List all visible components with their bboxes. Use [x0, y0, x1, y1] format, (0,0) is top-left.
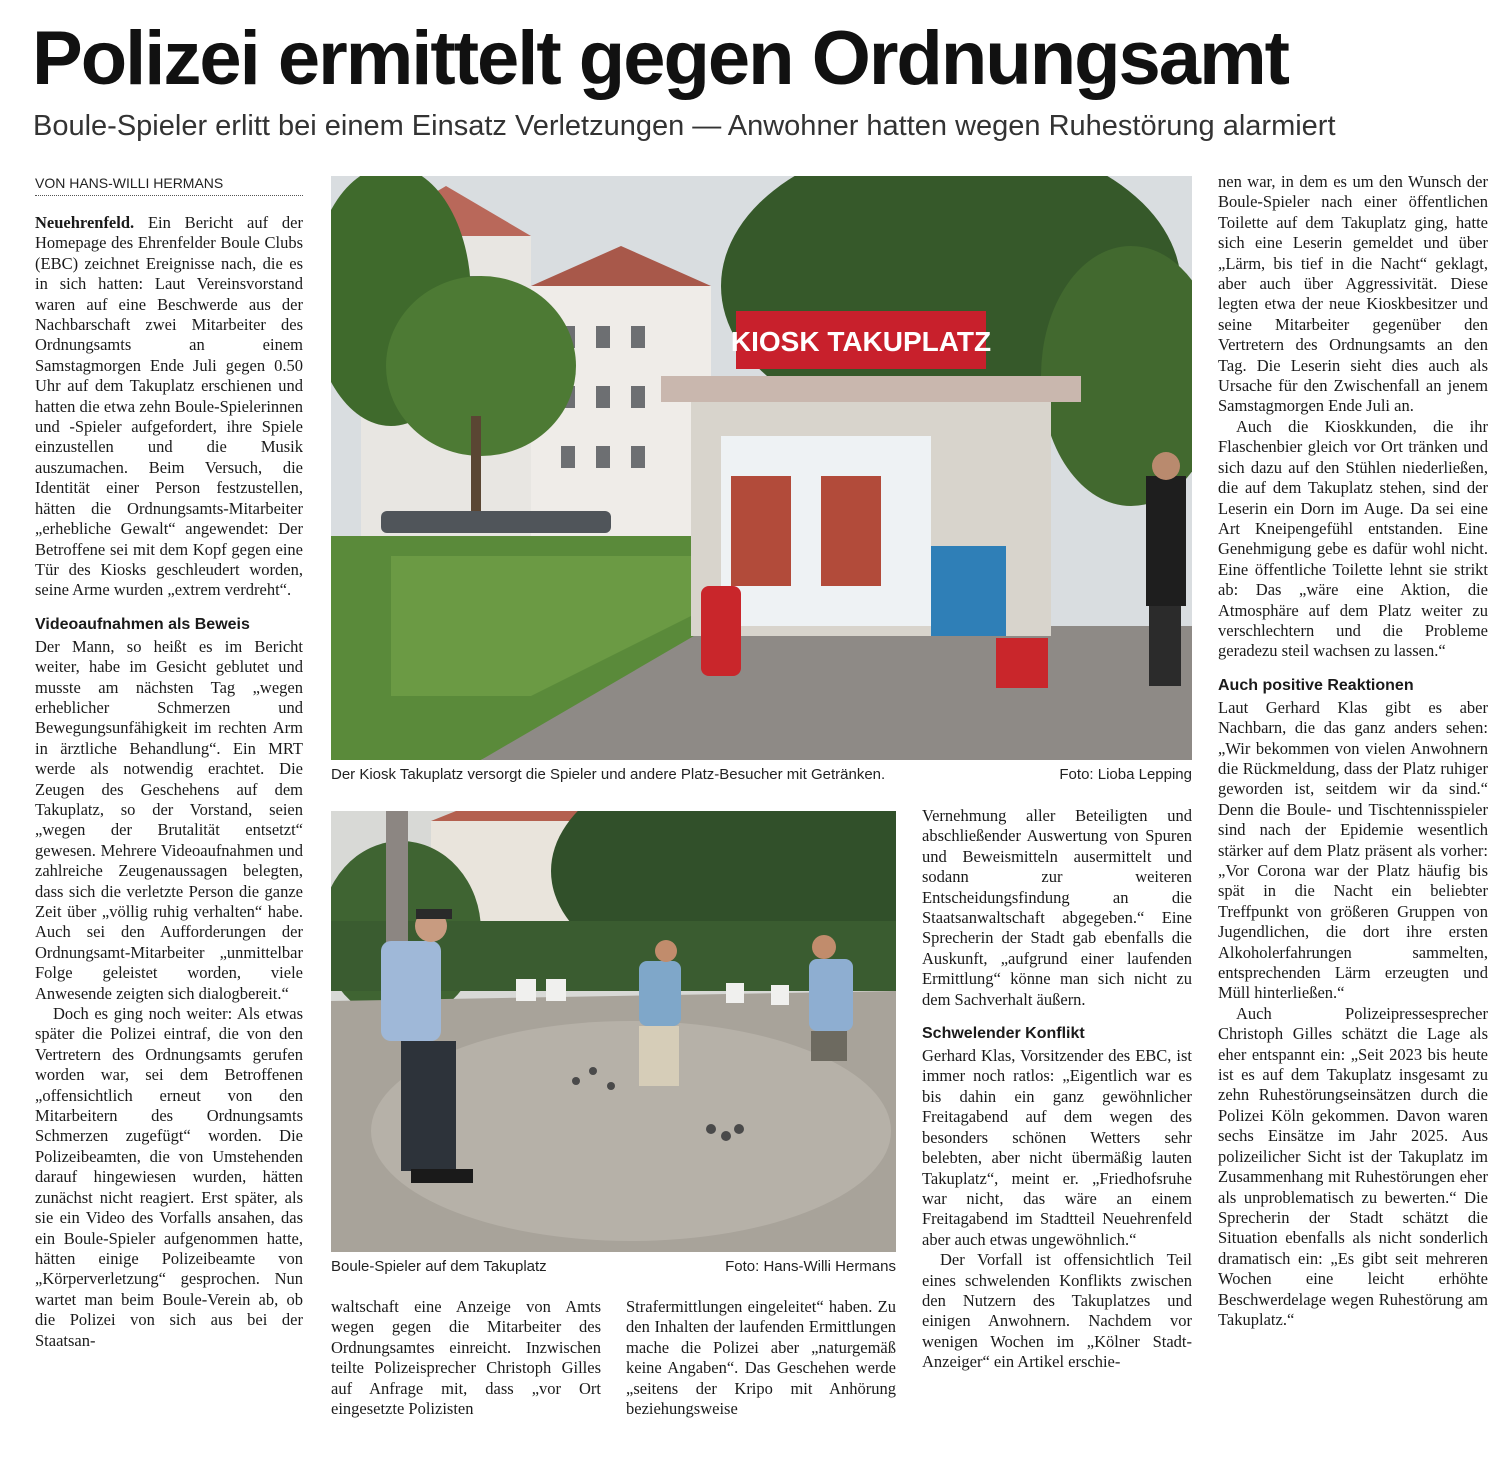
subheading: Auch positive Reaktionen: [1218, 676, 1414, 694]
column-5: [1218, 172, 1488, 1456]
byline: VON HANS-WILLI HERMANS: [35, 175, 303, 196]
boule-photo-image: [331, 811, 896, 1252]
paragraph: Doch es ging noch weiter: Als etwas später die Polizei eintraf, die von den Vertretern des Ordnungsamts gerufen worden war, sei dem Betroffenen „offensichtlich erneut von den Mitarbeitern des Ordnungsamts Schmerzen zugefügt“ worden. Die Polizeibeamten, die von Umstehenden darauf hingewiesen wurden, hätten zunächst nicht reagiert. Erst später, als sie ein Video des Vorfalls ansahen, das ein Boule-Spieler aufgenommen hatte, hätten einige Polizeibeamte von „Körperverletzung“ gesprochen. Nun wartet man beim Boule-Verein ab, ob die Polizei von sich aus bei der Staatsan-: [35, 1004, 303, 1350]
kiosk-photo: [331, 176, 1192, 760]
paragraph: Gerhard Klas, Vorsitzender des EBC, ist immer noch ratlos: „Eigentlich war es bis dahin ein ganz gewöhnlicher Freitagabend auf dem wegen des besonders schönen Wetters sehr belebten, aber nicht übermäßig lauten Takuplatz“, meint er. „Friedhofsruhe war nicht, das wäre an einem Freitagabend im Stadtteil Neuehrenfeld aber auch etwas ungewöhnlich.“: [922, 1046, 1192, 1249]
paragraph: Auch die Kioskkunden, die ihr Flaschenbier gleich vor Ort tränken und sich dazu auf den Stühlen niederließen, die auf dem Takuplatz stehen, sind der Leserin ein Dorn im Auge. Da sei eine Art Kneipengefühl entstanden. Eine Genehmigung gebe es dafür wohl nicht. Eine öffentliche Toilette lehnt sie strikt ab: Das „wäre eine Aktion, die Atmosphäre auf dem Platz weiter zu verschlechtern und die Probleme geradezu steil wachsen zu lassen.“: [1218, 416, 1488, 661]
paragraph: Strafermittlungen eingeleitet“ haben. Zu den Inhalten der laufenden Ermittlungen mache die Polizei aber „naturgemäß keine Angaben“. Das Geschehen werde „seitens der Kripo mit Anhörung beziehungsweise: [626, 1297, 896, 1419]
photo-credit: Foto: Lioba Lepping: [1059, 766, 1192, 783]
column-1: [35, 213, 303, 1453]
column-4: [922, 806, 1192, 1456]
paragraph: waltschaft eine Anzeige von Amts wegen gegen die Mitarbeiter des Ordnungsamtes einreicht. Inzwischen teilte Polizeisprecher Christoph Gilles auf Anfrage mit, dass „vor Ort eingesetzte Polizisten: [331, 1297, 601, 1419]
boule-photo: [331, 811, 896, 1252]
paragraph: Der Mann, so heißt es im Bericht weiter, habe im Gesicht geblutet und musste am nächsten Tag „wegen erheblicher Schmerzen und Bewegungsunfähigkeit im rechten Arm in ärztliche Behandlung“. Ein MRT werde als notwendig erachtet. Die Zeugen des Geschehens auf dem Takuplatz, so der Vorstand, seien „wegen der Brutalität entsetzt“ gewesen. Mehrere Videoaufnahmen und zahlreiche Zeugenaussagen belegten, dass sich die verletzte Person die ganze Zeit über „völlig ruhig verhalten“ habe. Auch sei den Aufforderungen der Ordnungsamt-Mitarbeiter „unmittelbar Folge geleistet worden, viele Anwesende zeigten sich dialogbereit.“: [35, 636, 303, 1003]
kiosk-photo-image: [331, 176, 1192, 760]
paragraph: Auch Polizeipressesprecher Christoph Gilles schätzt die Lage als eher entspannt ein: „Seit 2023 bis heute ist es auf dem Takuplatz insgesamt zu zehn Ruhestörungseinsätzen durch die Polizei Köln gekommen. Davon waren sechs Einsätze im Jahr 2025. Aus polizeilicher Sicht ist der Takuplatz im Zusammenhang mit Ruhestörungen eher als unproblematisch zu bewerten.“ Die Sprecherin der Stadt schätzt die Situation ebenfalls als nicht sonderlich dramatisch ein: „Es gibt seit mehreren Wochen eine leicht erhöhte Beschwerdelage wegen Ruhestörung am Takuplatz.“: [1218, 1003, 1488, 1329]
kiosk-sign-text: KIOSK TAKUPLATZ: [730, 326, 992, 357]
paragraph: Vernehmung aller Beteiligten und abschließender Auswertung von Spuren und Beweismitteln ausermittelt und sodann zur weiteren Entscheidungsfindung an die Staatsanwaltschaft abgegeben.“ Eine Sprecherin der Stadt gab ebenfalls die Auskunft, „aufgrund einer laufenden Ermittlung“ könne man sich nicht zu dem Sachverhalt äußern.: [922, 806, 1192, 1009]
subheadline: Boule-Spieler erlitt bei einem Einsatz Verletzungen — Anwohner hatten wegen Ruhestörung alarmiert: [33, 110, 1336, 142]
column-2: [331, 1297, 601, 1457]
subheading: Videoaufnahmen als Beweis: [35, 615, 250, 633]
boule-photo-caption: [331, 1258, 896, 1276]
caption-text: Boule-Spieler auf dem Takuplatz: [331, 1258, 547, 1275]
headline: Polizei ermittelt gegen Ordnungsamt: [32, 16, 1288, 101]
dateline: Neuehrenfeld.: [35, 213, 135, 232]
paragraph: nen war, in dem es um den Wunsch der Boule-Spieler nach einer öffentlichen Toilette auf dem Takuplatz ging, hatte sich eine Leserin gemeldet und über „Lärm, bis tief in die Nacht“ geklagt, aber auch über Aggressivität. Diese legten etwa der neue Kioskbesitzer und seine Mitarbeiter gegenüber den Vertretern des Ordnungsamts an den Tag. Die Leserin sieht dies auch als Ursache für den Zwischenfall an jenem Samstagmorgen Ende Juli an.: [1218, 172, 1488, 416]
paragraph-text: Ein Bericht auf der Homepage des Ehrenfelder Boule Clubs (EBC) zeichnet Ereignisse nach, die es in sich hatten: Laut Vereinsvorstand waren auf eine Beschwerde aus der Nachbarschaft zwei Mitarbeiter des Ordnungsamts an einem Samstagmorgen Ende Juli gegen 0.50 Uhr auf dem Takuplatz erschienen und hatten die etwa zehn Boule-Spielerinnen und -Spieler aufgefordert, ihre Spiele einzustellen und die Musik auszumachen. Beim Versuch, die Identität einer Person festzustellen, hätten die Ordnungsamts-Mitarbeiter „erhebliche Gewalt“ angewendet: Der Betroffene sei mit dem Kopf gegen eine Tür des Kiosks geschleudert worden, seine Arme wurden „extrem verdreht“.: [35, 213, 303, 600]
kiosk-photo-caption: [331, 766, 1192, 784]
paragraph: Der Vorfall ist offensichtlich Teil eines schwelenden Konflikts zwischen den Nutzern des Takuplatzes und einigen Anwohnern. Nachdem vor wenigen Wochen im „Kölner Stadt-Anzeiger“ ein Artikel erschie-: [922, 1250, 1192, 1372]
paragraph: Laut Gerhard Klas gibt es aber Nachbarn, die das ganz anders sehen: „Wir bekommen von vielen Anwohnern die Rückmeldung, dass der Platz ruhiger geworden ist, seitdem wir da sind.“ Denn die Boule- und Tischtennisspieler sind nach der Epidemie wesentlich stärker auf dem Platz präsent als vorher: „Vor Corona war der Platz häufig bis spät in die Nacht ein beliebter Treffpunkt von größeren Gruppen von Jugendlichen, die dort ihre ersten Alkoholerfahrungen sammelten, entsprechenden Lärm erzeugten und Müll hinterließen.“: [1218, 697, 1488, 1003]
subheading: Schwelender Konflikt: [922, 1025, 1085, 1043]
paragraph: [35, 213, 303, 601]
photo-credit: Foto: Hans-Willi Hermans: [725, 1258, 896, 1275]
caption-text: Der Kiosk Takuplatz versorgt die Spieler und andere Platz-Besucher mit Getränken.: [331, 766, 886, 783]
column-3: [626, 1297, 896, 1457]
